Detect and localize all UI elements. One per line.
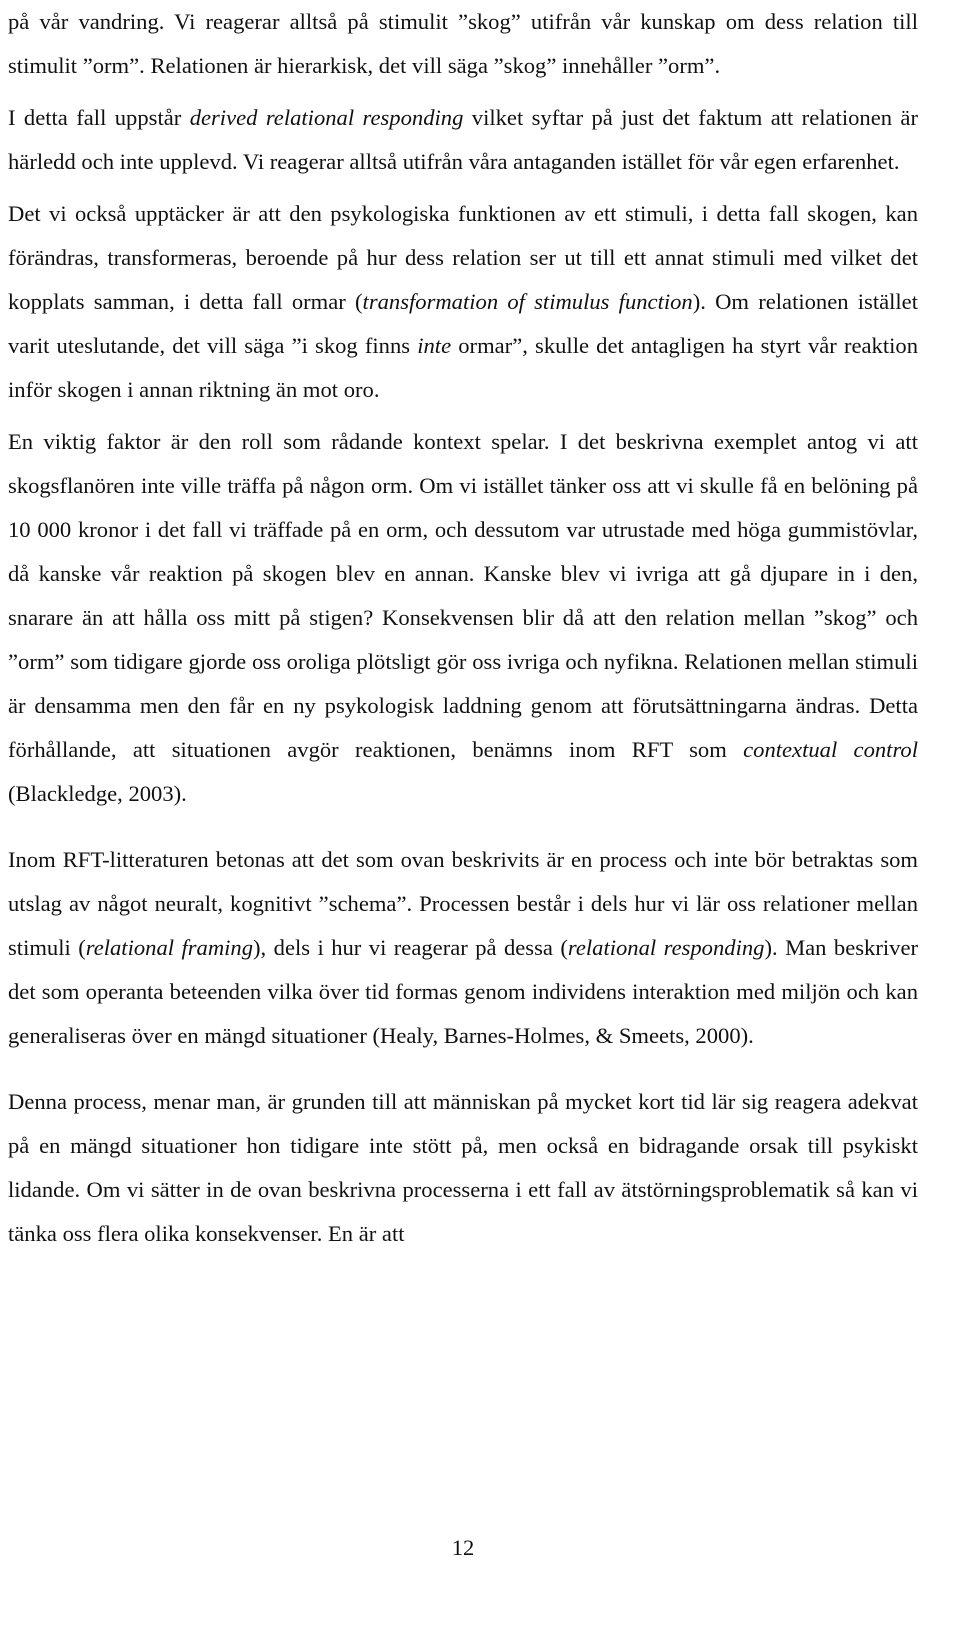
italic-term: relational framing	[85, 935, 254, 960]
paragraph-1	[8, 0, 918, 88]
paragraph-6	[8, 1080, 918, 1256]
italic-term: inte	[417, 333, 452, 358]
paragraph-2	[8, 96, 918, 184]
paragraph-text: på vår vandring. Vi reagerar alltså på stimulit ”skog” utifrån vår kunskap om dess relation till stimulit ”orm”. Relationen är hierarkisk, det vill säga ”skog” innehåller ”orm”.	[8, 9, 918, 78]
paragraph-text: vilket syftar på just det faktum att relationen är härledd och inte upplevd. Vi reagerar alltså utifrån våra antaganden istället för vår egen erfarenhet.	[8, 105, 918, 174]
italic-term: relational responding	[567, 935, 765, 960]
paragraph-text: Det vi också upptäcker är att den psykologiska funktionen av ett stimuli, i detta fall skogen, kan förändras, transformeras, beroende på hur dess relation ser ut till ett annat stimuli med vilket det kopplats samman, i detta fall ormar (	[8, 201, 918, 314]
paragraph-text: ), dels i hur vi reagerar på dessa (	[253, 935, 568, 960]
paragraph-text: ormar”, skulle det antagligen ha styrt vår reaktion inför skogen i annan riktning än mot oro.	[8, 333, 918, 402]
paragraph-4	[8, 420, 918, 816]
paragraph-3	[8, 192, 918, 412]
paragraph-text: Denna process, menar man, är grunden till att människan på mycket kort tid lär sig reagera adekvat på en mängd situationer hon tidigare inte stött på, men också en bidragande orsak till psykiskt lidande. Om vi sätter in de ovan beskrivna processerna i ett fall av ätstörningsproblematik så kan vi tänka oss flera olika konsekvenser. En är att	[8, 1089, 918, 1246]
italic-term: contextual control	[743, 737, 918, 762]
paragraph-text: Inom RFT-litteraturen betonas att det som ovan beskrivits är en process och inte bör betraktas som utslag av något neuralt, kognitivt ”schema”. Processen består i dels hur vi lär oss relationer mellan stimuli (	[8, 847, 918, 960]
italic-term: derived relational responding	[189, 105, 464, 130]
page-number: 12	[451, 1535, 475, 1560]
paragraph-text: En viktig faktor är den roll som rådande kontext spelar. I det beskrivna exemplet antog vi att skogsflanören inte ville träffa på någon orm. Om vi istället tänker oss att vi skulle få en belöning på 10 000 kronor i det fall vi träffade på en orm, och dessutom var utrustade med höga gummistövlar, då kanske vår reaktion på skogen blev en annan. Kanske blev vi ivriga att gå djupare in i den, snarare än att hålla oss mitt på stigen? Konsekvensen blir då att den relation mellan ”skog” och ”orm” som tidigare gjorde oss oroliga plötsligt gör oss ivriga och nyfikna. Relationen mellan stimuli är densamma men den får en ny psykologisk laddning genom att förutsättningarna ändras. Detta förhållande, att situationen avgör reaktionen, benämns inom RFT som	[8, 429, 918, 762]
paragraph-text: ). Om relationen istället varit uteslutande, det vill säga ”i skog finns	[8, 289, 918, 358]
paragraph-text: (Blackledge, 2003).	[8, 781, 187, 806]
italic-term: transformation of stimulus function	[362, 289, 693, 314]
paragraph-text: I detta fall uppstår	[8, 105, 190, 130]
paragraph-5	[8, 838, 918, 1058]
document-page	[8, 0, 918, 1256]
paragraph-text: ). Man beskriver det som operanta beteenden vilka över tid formas genom individens interaktion med miljön och kan generaliseras över en mängd situationer (Healy, Barnes-Holmes, & Smeets, 2000).	[8, 935, 918, 1048]
